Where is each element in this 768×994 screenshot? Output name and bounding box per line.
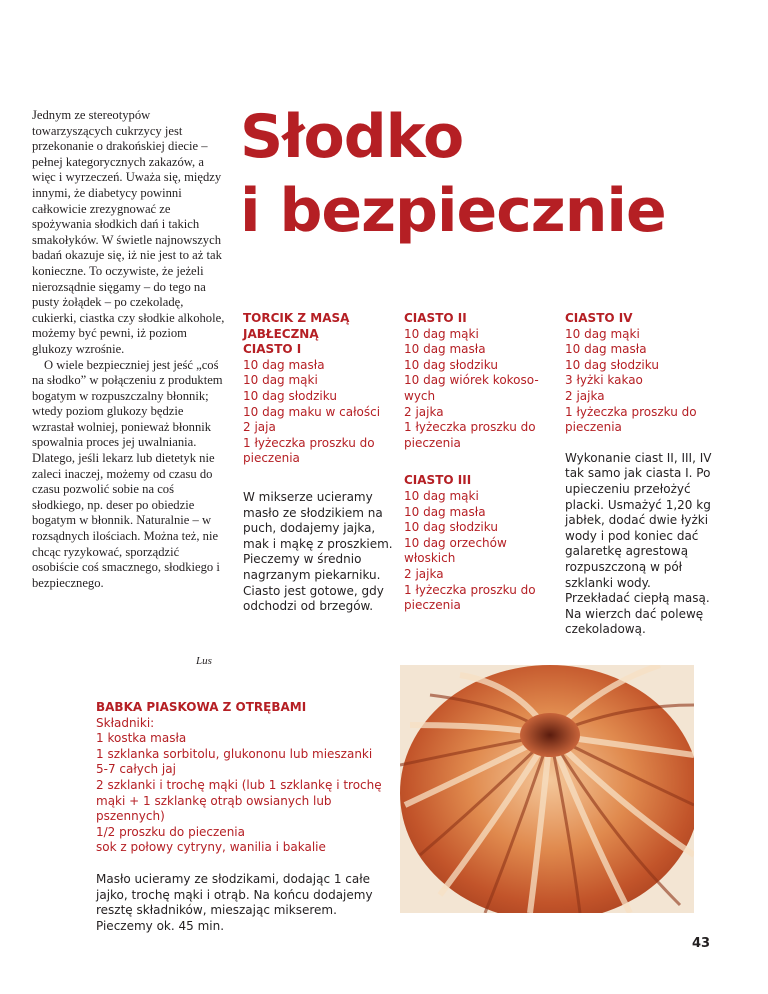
- ingredient: 10 dag słodziku: [404, 520, 498, 535]
- ingredient: 1 kostka masła: [96, 731, 187, 746]
- ingredient: pieczenia: [565, 420, 622, 435]
- recipe-heading: TORCIK Z MASĄ: [243, 311, 350, 325]
- page-number: 43: [692, 936, 711, 951]
- ingredient: 2 jaja: [243, 420, 276, 435]
- ingredient: 1 łyżeczka proszku do: [565, 404, 697, 419]
- ingredient: Składniki:: [96, 715, 155, 730]
- article-title: [240, 100, 740, 248]
- recipe-heading: CIASTO III: [404, 473, 472, 488]
- ingredient: 10 dag mąki: [565, 326, 640, 341]
- ingredient: pieczenia: [404, 435, 461, 450]
- ingredient: 1 łyżeczka proszku do: [404, 582, 536, 597]
- recipe-heading: BABKA PIASKOWA Z OTRĘBAMI: [96, 700, 307, 714]
- ingredient: 1/2 proszku do pieczenia: [96, 824, 245, 839]
- intro-paragraph-2: O wiele bezpieczniej jest jeść „coś na słodko” w połączeniu z produktem bogatym w rozpuszczalny błonnik; wtedy poziom glukozy będzie wzrastał wolniej, ponieważ błonnik spowalnia proces jej uwalniania. Dlatego, jeśli lekarz lub dietetyk nie zaleci inaczej, możemy od czasu do czasu pozwolić sobie na coś słodkiego, np. deser po obiedzie bogatym w błonnik. Naturalnie – w rozsądnych ilościach. Można też, nie chcąc ryzykować, sporządzić osobiście coś smacznego, słodkiego i bezpiecznego.: [32, 357, 223, 590]
- recipe-ciasto-4: [565, 311, 715, 638]
- ingredient: wych: [404, 388, 436, 403]
- recipe-method: W mikserze ucieramy masło ze słodzikiem na puch, dodajemy jajka, mak i mąkę z proszkiem. Pieczemy w średnio nagrzanym piekarniku. Ciasto jest gotowe, gdy odchodzi od brzegów.: [243, 489, 393, 614]
- ingredient: 1 szklanka sorbitolu, glukononu lub mieszanki: [96, 746, 373, 761]
- ingredient: 5-7 całych jaj: [96, 762, 176, 777]
- ingredient: 10 dag mąki: [404, 488, 479, 503]
- ingredient: sok z połowy cytryny, wanilia i bakalie: [96, 840, 326, 855]
- ingredient: 10 dag słodziku: [404, 357, 498, 372]
- recipe-subheading: CIASTO I: [243, 342, 302, 357]
- ingredient: 2 jajka: [404, 404, 444, 419]
- ingredient: 10 dag orzechów włoskich: [404, 535, 507, 566]
- bundt-cake-photo: [400, 665, 694, 913]
- intro-paragraph-1: Jednym ze stereotypów towarzyszących cukrzycy jest przekonanie o drakońskiej diecie – pełnej kategorycznych zakazów, a więc i wyrzeczeń. Uważa się, między innymi, że diabetycy powinni całkowicie zrezygnować ze spożywania słodkich dań i takich smakołyków. W świetle najnowszych badań okazuje się, iż nie jest to aż tak konieczne. To oczywiste, że jeżeli nierozsądnie sięgamy – do tego na pusty żołądek – po czekoladę, cukierki, ciastka czy słodkie alkohole, możemy być pewni, iż poziom glukozy wzrośnie.: [32, 108, 225, 356]
- ingredient: 10 dag masła: [404, 342, 486, 357]
- recipe-method: Wykonanie ciast II, III, IV tak samo jak ciasta I. Po upieczeniu przełożyć placki. Usmażyć 1,20 kg jabłek, dodać dwie łyżki wody i pod koniec dać galaretkę agrestową rozpuszczoną w pół szklanki wody. Przekładać ciepłą masą. Na wierzch dać polewę czekoladową.: [565, 450, 712, 637]
- recipe-heading: JABŁECZNĄ: [243, 326, 319, 341]
- ingredient: mąki + 1 szklankę otrąb owsianych lub pszennych): [96, 793, 332, 824]
- ingredient: 10 dag mąki: [243, 373, 318, 388]
- ingredient: 2 jajka: [404, 566, 444, 581]
- title-line-2: i bezpiecznie: [240, 176, 666, 246]
- ingredient: pieczenia: [243, 451, 300, 466]
- ingredient: 10 dag wiórek kokoso-: [404, 373, 539, 388]
- ingredient: 2 szklanki i trochę mąki (lub 1 szklankę i trochę: [96, 777, 382, 792]
- ingredient: 2 jajka: [565, 388, 605, 403]
- recipe-heading: CIASTO II: [404, 311, 467, 325]
- ingredient: 10 dag słodziku: [565, 357, 659, 372]
- recipe-method: Masło ucieramy ze słodzikami, dodając 1 całe jajko, trochę mąki i otrąb. Na końcu dodajemy resztę składników, mieszając mikserem. Pieczemy ok. 45 min.: [96, 871, 373, 933]
- recipe-babka: [96, 700, 392, 934]
- ingredient: pieczenia: [404, 598, 461, 613]
- author-signature: Lus: [196, 655, 212, 667]
- bundt-cake-illustration: [400, 665, 694, 913]
- recipe-ciasto-2-3: [404, 311, 554, 614]
- recipe-heading: CIASTO IV: [565, 311, 633, 325]
- intro-text: [32, 108, 228, 591]
- ingredient: 1 łyżeczka proszku do: [243, 435, 375, 450]
- ingredient: 10 dag masła: [565, 342, 647, 357]
- title-line-1: Słodko: [240, 102, 464, 172]
- ingredient: 10 dag maku w całości: [243, 404, 381, 419]
- ingredient: 3 łyżki kakao: [565, 373, 643, 388]
- ingredient: 10 dag masła: [404, 504, 486, 519]
- recipe-torcik: [243, 311, 393, 615]
- ingredient: 1 łyżeczka proszku do: [404, 420, 536, 435]
- ingredient: 10 dag mąki: [404, 326, 479, 341]
- ingredient: 10 dag słodziku: [243, 388, 337, 403]
- ingredient: 10 dag masła: [243, 357, 325, 372]
